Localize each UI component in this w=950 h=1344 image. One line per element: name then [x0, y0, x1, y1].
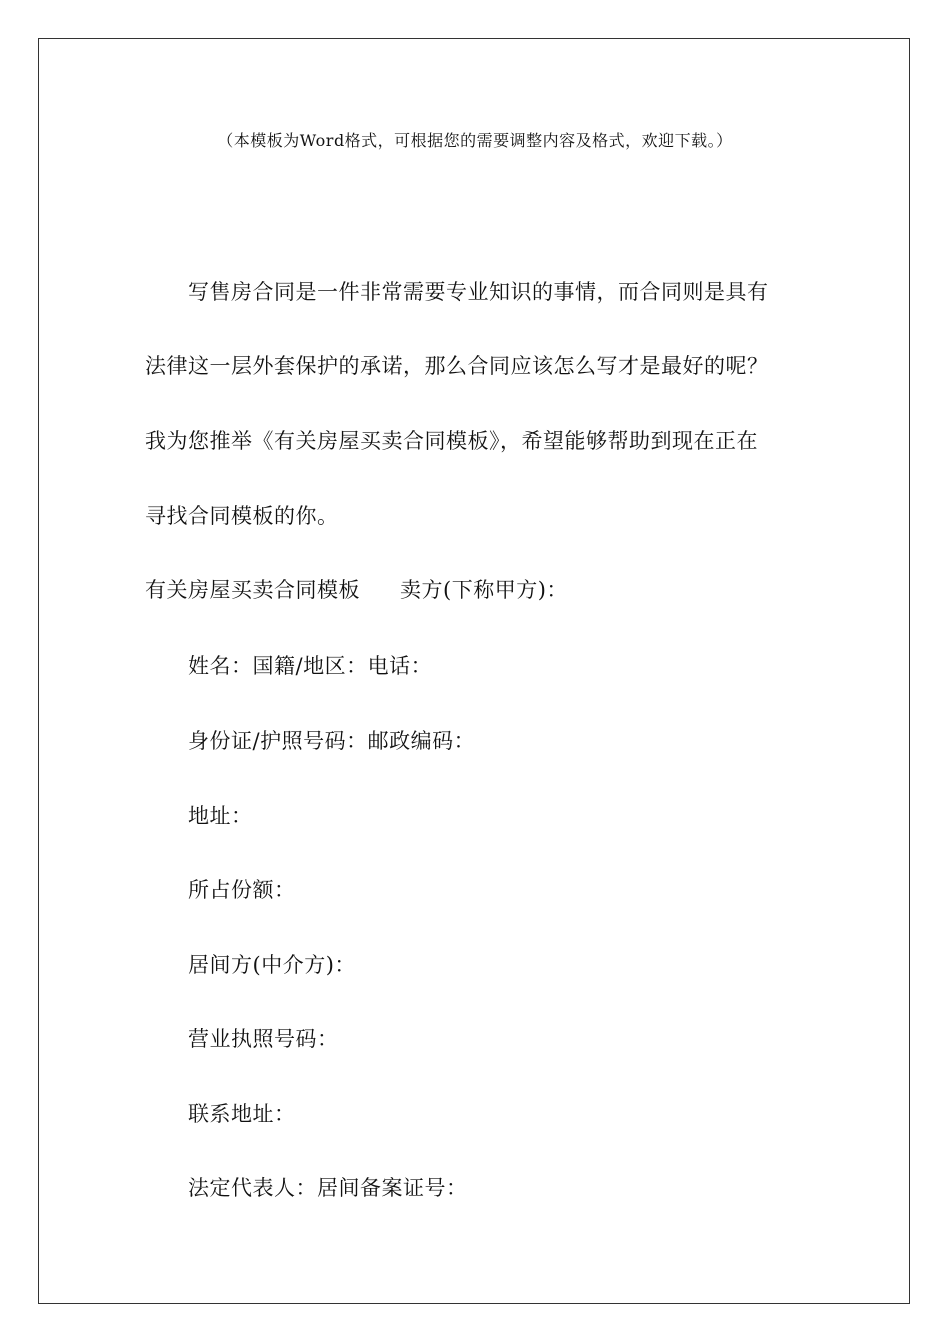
intro-line-4: 寻找合同模板的你。 [145, 504, 339, 528]
intro-line-3: 我为您推举《有关房屋买卖合同模板》，希望能够帮助到现在正在 [145, 429, 758, 453]
contract-title: 有关房屋买卖合同模板 [145, 578, 360, 602]
intro-line-1: 写售房合同是一件非常需要专业知识的事情，而合同则是具有 [188, 280, 769, 304]
field-intermediary: 居间方(中介方)： [188, 953, 356, 977]
field-contact-address: 联系地址： [188, 1102, 296, 1126]
intro-line-2: 法律这一层外套保护的承诺，那么合同应该怎么写才是最好的呢？ [145, 354, 769, 378]
field-address: 地址： [188, 804, 253, 828]
field-business-license: 营业执照号码： [188, 1027, 339, 1051]
template-note: （本模板为Word格式，可根据您的需要调整内容及格式，欢迎下载。） [217, 131, 733, 150]
field-legal-representative: 法定代表人：居间备案证号： [188, 1176, 468, 1200]
field-id-postal-code: 身份证/护照号码：邮政编码： [188, 729, 476, 753]
field-name-nationality-phone: 姓名：国籍/地区：电话： [188, 654, 433, 678]
contract-heading-line [145, 574, 568, 604]
page-border [38, 38, 910, 1304]
seller-heading: 卖方(下称甲方)： [400, 578, 568, 602]
field-share: 所占份额： [188, 878, 296, 902]
